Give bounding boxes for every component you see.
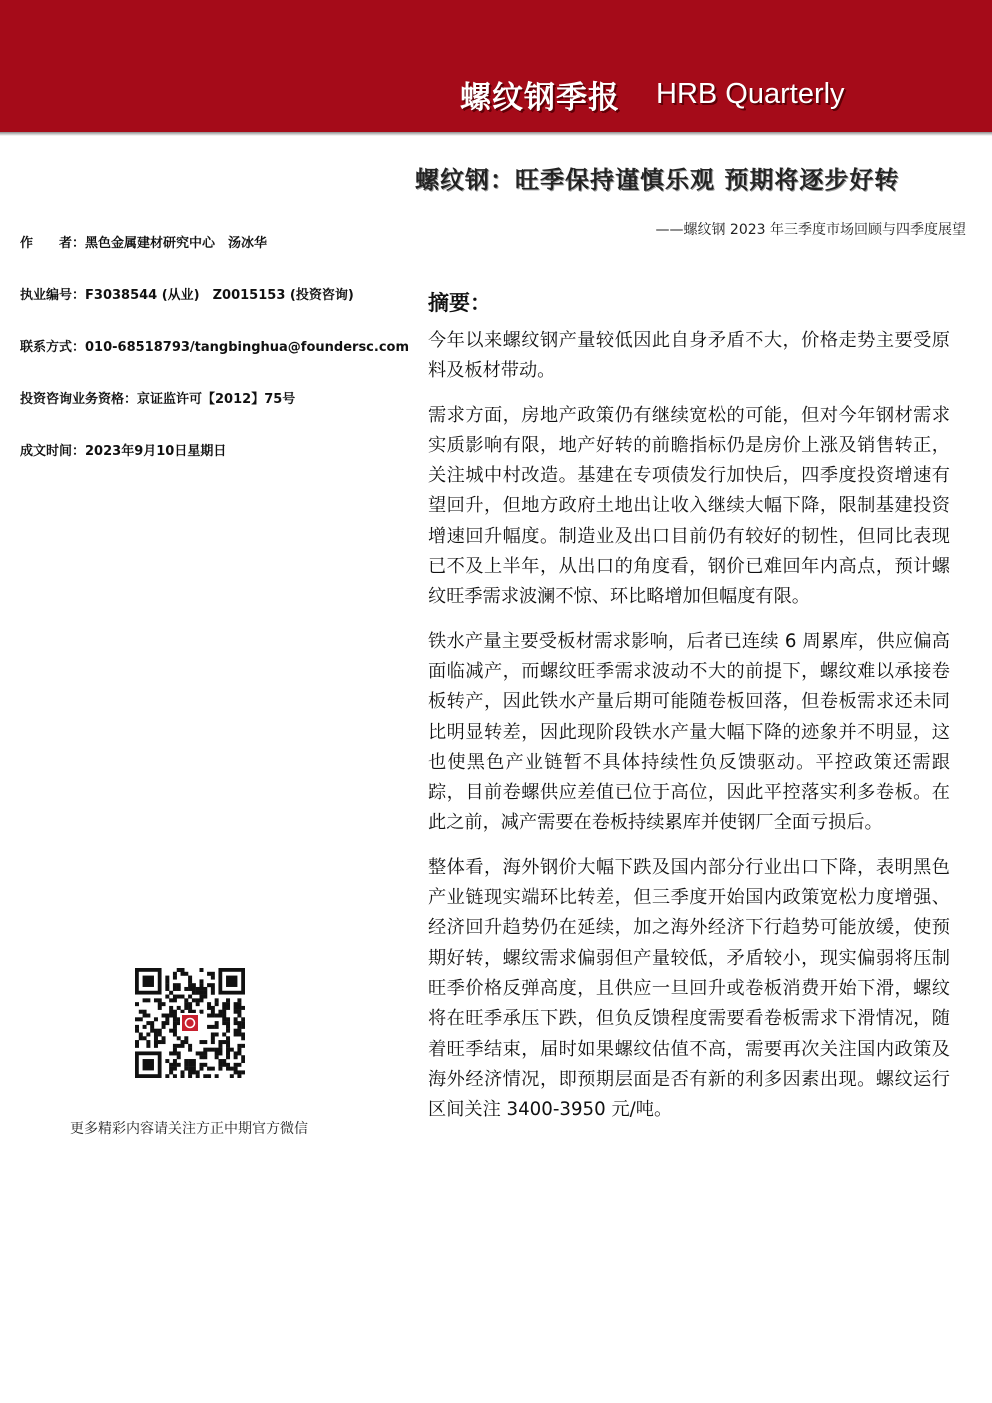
contact-line	[20, 336, 409, 355]
author-line	[20, 232, 267, 251]
qualification-label: 投资咨询业务资格：	[20, 392, 138, 407]
banner-subtitle: HRB Quarterly	[656, 78, 845, 110]
banner-title: 螺纹钢季报	[460, 80, 620, 116]
license-line	[20, 284, 354, 303]
abstract-paragraph: 需求方面，房地产政策仍有继续宽松的可能，但对今年钢材需求实质影响有限，地产好转的前瞻指标仍是房价上涨及销售转正，关注城中村改造。基建在专项债发行加快后，四季度投资增速有望回升，但地方政府土地出让收入继续大幅下降，限制基建投资增速回升幅度。制造业及出口目前仍有较好的韧性，但同比表现已不及上半年，从出口的角度看，钢价已难回年内高点，预计螺纹旺季需求波澜不惊、环比略增加但幅度有限。	[428, 404, 950, 608]
report-headline: 螺纹钢：旺季保持谨慎乐观 预期将逐步好转	[415, 166, 900, 194]
abstract-heading: 摘要：	[428, 291, 491, 315]
contact-label: 联系方式：	[20, 340, 86, 355]
qr-code-icon	[135, 968, 245, 1078]
contact-value: 010-68518793/tangbinghua@foundersc.com	[85, 340, 410, 355]
report-subheadline: ——螺纹钢 2023 年三季度市场回顾与四季度展望	[655, 222, 966, 238]
author-label: 作 者：	[20, 236, 86, 251]
qr-caption: 更多精彩内容请关注方正中期官方微信	[70, 1121, 308, 1137]
abstract-paragraph: 整体看，海外钢价大幅下跌及国内部分行业出口下降，表明黑色产业链现实端环比转差，但三季度开始国内政策宽松力度增强、经济回升趋势仍在延续，加之海外经济下行趋势可能放缓，使预期好转，螺纹需求偏弱但产量较低，矛盾较小，现实偏弱将压制旺季价格反弹高度，且供应一旦回升或卷板消费开始下滑，螺纹将在旺季承压下跌，但负反馈程度需要看卷板需求下滑情况，随着旺季结束，届时如果螺纹估值不高，需要再次关注国内政策及海外经济情况，即预期层面是否有新的利多因素出现。螺纹运行区间关注 3400-3950 元/吨。	[428, 856, 950, 1121]
date-line	[20, 440, 226, 459]
banner-shadow	[0, 132, 992, 136]
license-value: F3038544 (从业) Z0015153 (投资咨询)	[85, 288, 354, 303]
date-label: 成文时间：	[20, 444, 86, 459]
date-value: 2023年9月10日星期日	[85, 444, 227, 459]
abstract-paragraph: 今年以来螺纹钢产量较低因此自身矛盾不大，价格走势主要受原料及板材带动。	[428, 330, 950, 382]
qualification-value: 京证监许可【2012】75号	[137, 392, 296, 407]
qualification-line	[20, 388, 295, 407]
license-label: 执业编号：	[20, 288, 86, 303]
author-value: 黑色金属建材研究中心 汤冰华	[85, 236, 268, 251]
abstract-paragraph: 铁水产量主要受板材需求影响，后者已连续 6 周累库，供应偏高面临减产，而螺纹旺季需求波动不大的前提下，螺纹难以承接卷板转产，因此铁水产量后期可能随卷板回落，但卷板需求还未同比明显转差，因此现阶段铁水产量大幅下降的迹象并不明显，这也使黑色产业链暂不具体持续性负反馈驱动。平控政策还需跟踪，目前卷螺供应差值已位于高位，因此平控落实利多卷板。在此之前，减产需要在卷板持续累库并使钢厂全面亏损后。	[428, 630, 950, 834]
abstract-body	[428, 326, 950, 1139]
